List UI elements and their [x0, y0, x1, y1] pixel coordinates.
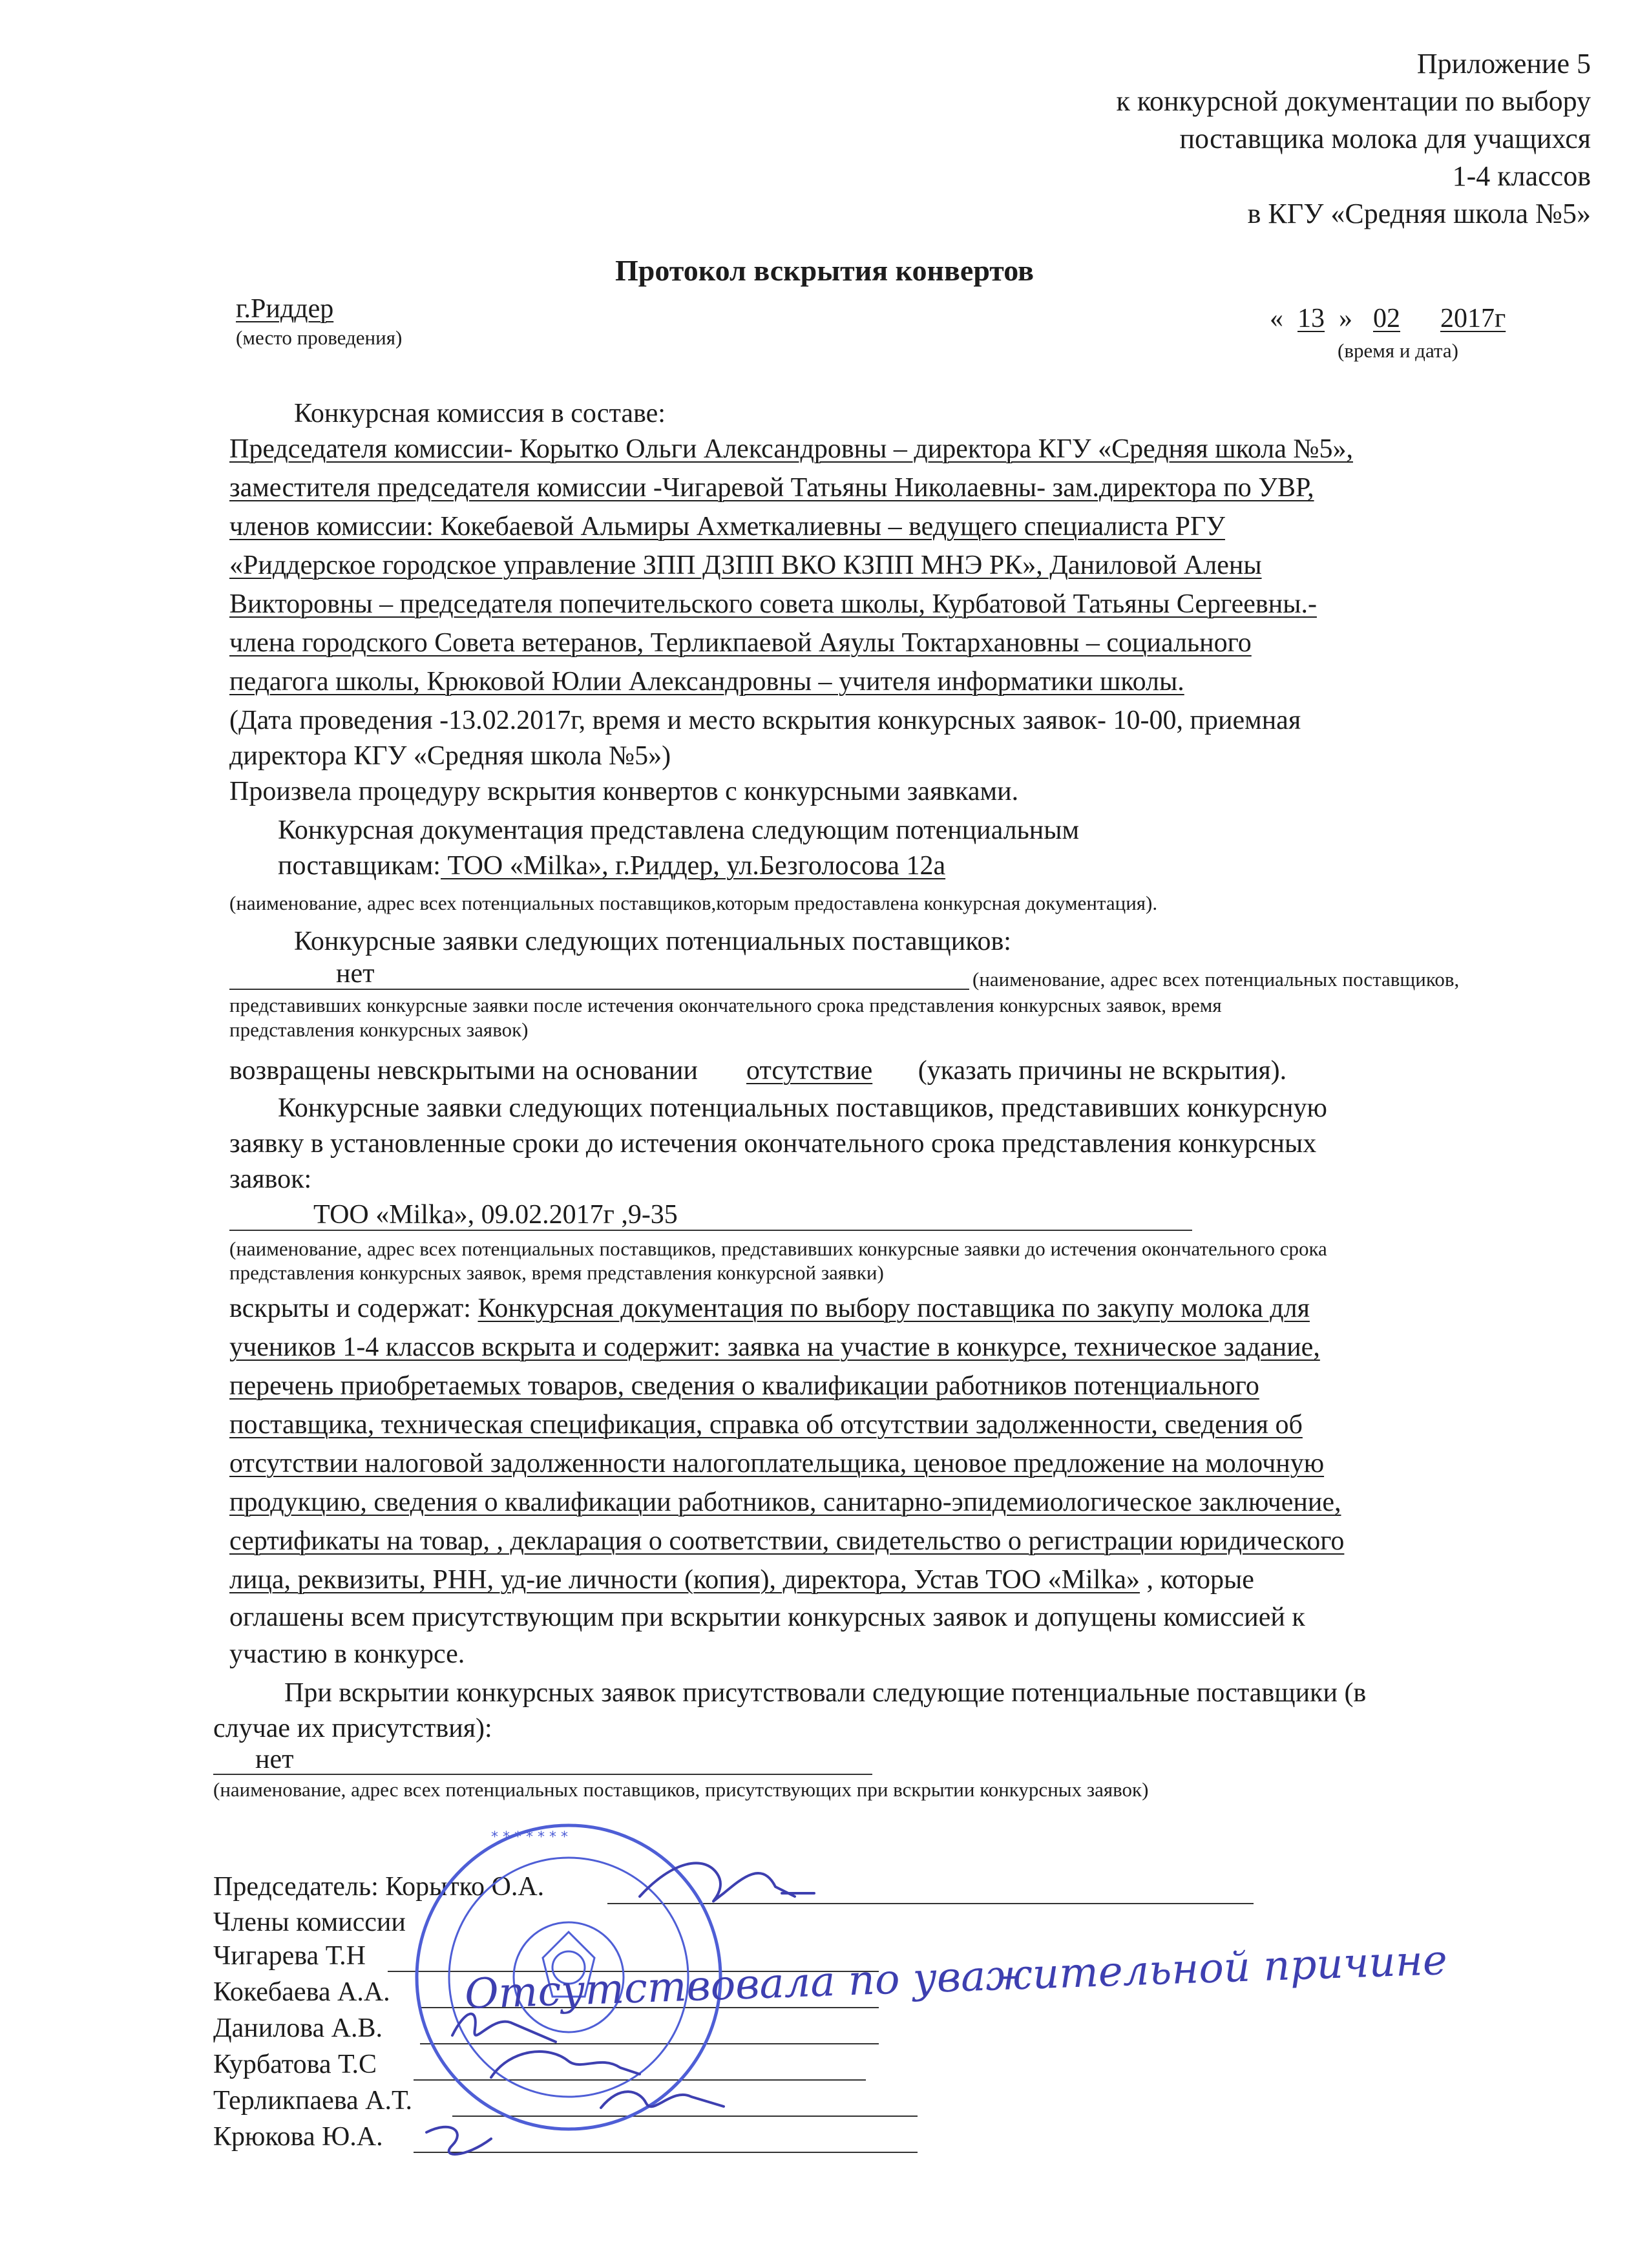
members-label: Члены комиссии	[213, 1907, 406, 1937]
ontime-caption-2: представления конкурсных заявок, время представления конкурсной заявки)	[229, 1261, 884, 1284]
member-2: Кокебаева А.А.	[213, 1977, 390, 2007]
returned-value: отсутствие	[746, 1056, 873, 1086]
commission-line-1: Председателя комиссии- Корытко Ольги Александровны – директора КГУ «Средняя школа №5»,	[229, 434, 1353, 464]
document-title: Протокол вскрытия конвертов	[615, 254, 1034, 287]
ontime-line-3: заявок:	[229, 1164, 312, 1194]
ontime-value: ТОО «Milka», 09.02.2017г ,9-35	[313, 1200, 678, 1230]
contents-line-3: перечень приобретаемых товаров, сведения о квалификации работников потенциального	[229, 1371, 1259, 1401]
commission-line-3: членов комиссии: Кокебаевой Альмиры Ахметкалиевны – ведущего специалиста РГУ	[229, 512, 1225, 541]
documentation-label: поставщикам:	[278, 851, 441, 881]
contents-line-8: лица, реквизиты, РНН, уд-ие личности (копия), директора, Устав ТОО «Milka»	[229, 1565, 1140, 1595]
commission-line-2: заместителя председателя комиссии -Чигаревой Татьяны Николаевны- зам.директора по УВР,	[229, 473, 1314, 503]
ontime-caption-1: (наименование, адрес всех потенциальных поставщиков, представивших конкурсные заявки до истечения окончательного срока	[229, 1237, 1327, 1260]
member-4-signature-scribble	[491, 2052, 640, 2077]
commission-line-5: Викторовны – председателя попечительского совета школы, Курбатовой Татьяны Сергеевны.-	[229, 589, 1317, 619]
contents-line-4: поставщика, техническая спецификация, справка об отсутствии задолженности, сведения об	[229, 1410, 1303, 1440]
contents-tail-2: оглашены всем присутствующим при вскрытии конкурсных заявок и допущены комиссией к	[229, 1602, 1305, 1632]
present-value: нет	[255, 1745, 294, 1774]
documentation-value: ТОО «Milka», г.Риддер, ул.Безголосова 12а	[440, 851, 946, 881]
contents-tail-3: участию в конкурсе.	[229, 1639, 465, 1669]
member-6: Крюкова Ю.А.	[213, 2122, 383, 2152]
appendix-line-4: 1-4 классов	[1452, 160, 1591, 192]
chair-signature-scribble	[640, 1863, 814, 1901]
appendix-line-1: Приложение 5	[1416, 48, 1591, 79]
documentation-line-1: Конкурсная документация представлена следующим потенциальным	[278, 815, 1080, 845]
late-caption-1: (наименование, адрес всех потенциальных поставщиков,	[972, 968, 1460, 991]
contents-tail-inline: , которые	[1140, 1565, 1254, 1595]
returned-prefix: возвращены невскрытыми на основании	[229, 1056, 698, 1086]
contents-line-7: сертификаты на товар, , декларация о соответствии, свидетельство о регистрации юридического	[229, 1526, 1345, 1556]
member-1: Чигарева Т.Н	[213, 1941, 366, 1971]
late-intro: Конкурсные заявки следующих потенциальных поставщиков:	[294, 927, 1011, 956]
member-3: Данилова А.В.	[213, 2013, 383, 2043]
late-caption-3: представления конкурсных заявок)	[229, 1018, 529, 1041]
contents-line-5: отсутствии налоговой задолженности налогоплательщика, ценовое предложение на молочную	[229, 1449, 1325, 1478]
member-6-signature-scribble	[426, 2127, 491, 2154]
place-caption: (место проведения)	[236, 326, 403, 349]
ontime-line-1: Конкурсные заявки следующих потенциальных поставщиков, представивших конкурсную	[278, 1093, 1327, 1123]
contents-line-2: учеников 1-4 классов вскрыта и содержит: заявка на участие в конкурсе, техническое задание,	[229, 1332, 1320, 1362]
date-month: 02	[1373, 304, 1400, 333]
chair-signature: Председатель: Корытко О.А.	[213, 1872, 545, 1902]
commission-line-7: педагога школы, Крюковой Юлии Александровны – учителя информатики школы.	[229, 667, 1184, 697]
member-5-signature-scribble	[601, 2092, 724, 2108]
date-year: 2017г	[1440, 304, 1506, 333]
contents-line-6: продукцию, сведения о квалификации работников, санитарно-эпидемиологическое заключение,	[229, 1487, 1341, 1517]
opened-label: вскрыты и содержат:	[229, 1294, 471, 1323]
commission-line-4: «Риддерское городское управление ЗПП ДЗПП ВКО КЗПП МНЭ РК», Даниловой Алены	[229, 551, 1262, 580]
date-day: 13	[1297, 304, 1325, 333]
appendix-line-3: поставщика молока для учащихся	[1179, 123, 1591, 154]
member-5: Терликпаева А.Т.	[213, 2086, 412, 2116]
present-caption: (наименование, адрес всех потенциальных поставщиков, присутствующих при вскрытии конкурсных заявок)	[213, 1778, 1149, 1801]
ontime-line-2: заявку в установленные сроки до истечения окончательного срока представления конкурсных	[229, 1129, 1317, 1159]
svg-text:* * * * * * *: * * * * * * *	[491, 1829, 568, 1845]
commission-line-6: члена городского Совета ветеранов, Терликпаевой Аяулы Токтархановны – социального	[229, 628, 1252, 658]
contents-line-1: Конкурсная документация по выбору поставщика по закупу молока для	[478, 1294, 1310, 1323]
member-4: Курбатова Т.С	[213, 2050, 377, 2079]
commission-date-note-1: (Дата проведения -13.02.2017г, время и место вскрытия конкурсных заявок- 10-00, приемная	[229, 706, 1301, 735]
appendix-line-2: к конкурсной документации по выбору	[1116, 85, 1591, 117]
commission-date-note-2: директора КГУ «Средняя школа №5»)	[229, 741, 671, 771]
place-value: г.Риддер	[236, 294, 334, 324]
present-line-1: При вскрытии конкурсных заявок присутствовали следующие потенциальные поставщики (в	[284, 1678, 1367, 1708]
late-caption-2: представивших конкурсные заявки после истечения окончательного срока представления конкурсных заявок, время	[229, 994, 1222, 1016]
procedure-line: Произвела процедуру вскрытия конвертов с конкурсными заявками.	[229, 777, 1019, 806]
commission-intro: Конкурсная комиссия в составе:	[294, 399, 666, 428]
absence-note-handwriting: Отсутствовала по уважительной причине	[463, 1936, 1448, 2019]
returned-suffix: (указать причины не вскрытия).	[918, 1056, 1287, 1086]
present-line-2: случае их присутствия):	[213, 1714, 492, 1743]
documentation-caption: (наименование, адрес всех потенциальных поставщиков,которым предоставлена конкурсная документация).	[229, 892, 1158, 914]
date-field: « 13 » 02 2017г	[1270, 304, 1506, 333]
appendix-line-5: в КГУ «Средняя школа №5»	[1247, 198, 1591, 229]
late-value: нет	[336, 959, 375, 989]
date-caption: (время и дата)	[1338, 339, 1458, 362]
